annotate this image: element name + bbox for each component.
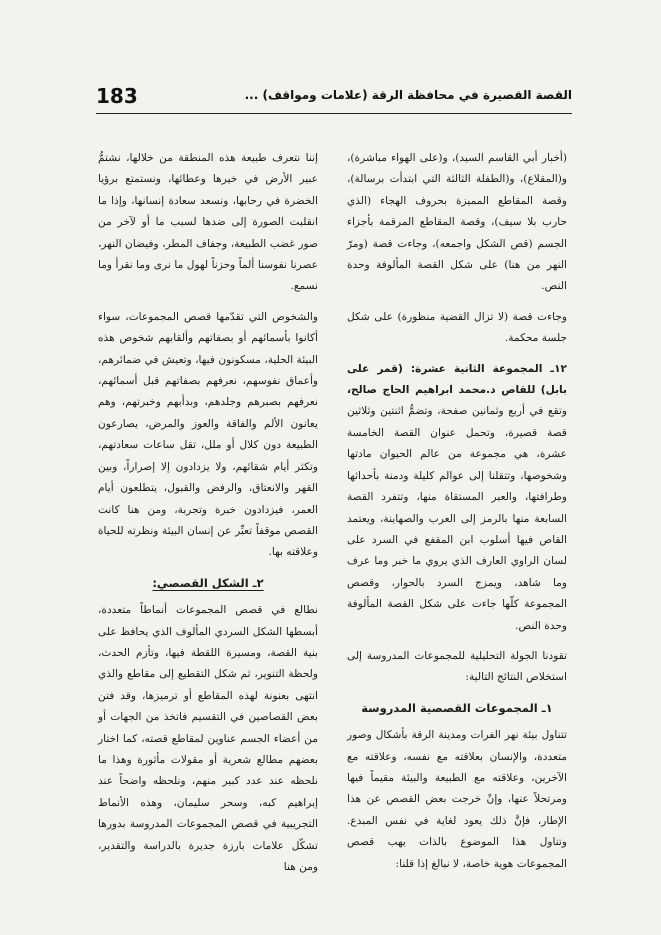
paragraph: (أخبار أبي القاسم السيد)، و(على الهواء مباشرة)، و(المقلاع)، و(الطفلة الثالثة التي ابتدأت برسالة)، وقصة المقاطع المميزة بحروف الهجاء (الذي حارب بلا سيف)، وقصة المقاطع المرقمة بأجزاء الجسم (قص الشكل واجمعه)، وجاءت قصة (ومرّ النهر من هنا) على شكل القصة المألوفة وحدة النص. <box>347 152 567 293</box>
section-heading-1: ١ـ المجموعات القصصية المدروسة <box>361 700 553 715</box>
section-heading-2: ٢ـ الشكل القصصي: <box>152 575 264 590</box>
right-column <box>347 148 567 884</box>
left-column <box>98 148 318 887</box>
running-title: القصة القصيرة في محافظة الرقة (علامات ومواقف) ... <box>244 88 572 102</box>
collection-12-heading: ١٢ـ المجموعة الثانية عشرة: (قمر على بابل) <box>347 362 567 397</box>
page-number: 183 <box>96 84 138 108</box>
paragraph: تتناول بيئة نهر الفرات ومدينة الرقة بأشكال وصور متعددة، والإنسان بعلاقته مع نفسه، وعلاقته مع الآخرين، وعلاقته مع الطبيعة والبيئة مقيماً فيها ومرتحلاً عنها، وإنْ خرجت بعض القصص عن هذا الإطار، فإنَّ ذلك يعود لغاية في نفس المبدع. وتناول هذا الموضوع بالذات يهب قصص المجموعات هوية خاصة، لا نبالغ إذا قلنا: <box>347 729 567 870</box>
paragraph-collection-12 <box>347 359 567 637</box>
paragraph: إننا نتعرف طبيعة هذه المنطقة من خلالها، نشتمُّ عبير الأرض في خيرها وعطائها، ونستمتع برؤيا الخضرة في رحابها، ونسعد سعادة إنسانها، وإذا ما انقلبت الصورة إلى ضدها لسبب ما أو لآخر من صور غضب الطبيعة، وجفاف المطر، وفيضان النهر، عصرنا نفوسنا ألماً وحزناً لهول ما نرى وما نقرأ وما نسمع. <box>98 152 318 293</box>
paragraph: نطالع في قصص المجموعات أنماطاً متعددة، أبسطها الشكل السردي المألوف الذي يحافظ على بنية القصة، ومسيرة اللقطة فيها، وتأزم الحدث، ولحظة التنوير، ثم شكل التقطيع إلى مقاطع والذي انتهى بعنونة لهذه المقاطع أو ترميزها، وقد فتن بعض القصاصين في التقسيم فاتخذ من الجهات أو من أعضاء الجسم عناوين لمقاطع قصته، كما اختار بعضهم مطالع شعرية أو مقولات مأثورة وهذا ما نلحظه عند عدد كبير منهم، ونلحظه واضحاً عند إبراهيم كبه، وسحر سليمان، وهذه الأنماط التجريبية في قصص المجموعات المدروسة بدورها تشكّل علامات بارزة جديرة بالدراسة والتقدير، ومن هنا <box>98 604 318 873</box>
collection-12-author: للقاص د.محمد ابراهيم الحاج صالح، <box>347 384 536 397</box>
paragraph: والشخوص التي تقدّمها قصص المجموعات، سواء أكانوا بأسمائهم أو بصفاتهم وألقابهم شخوص هذه البيئة الحلية، مسكونون فيها، وتعيش في ضمائرهم، وأعماق نفوسهم، نعرفهم بصفاتهم قبل أسمائهم، نعرفهم بصبرهم وجلدهم، وبدأبهم وخبرتهم، وهم يعانون الألم والفاقة والعوز والمرض، يصارعون الطبيعة دون كلال أو ملل، تقل ساعات سعادتهم، وتكثر أيام شقائهم، ولا يزدادون إلا إصراراً، وبين القهر والانعتاق، والرفض والقبول، يتطلعون أيام العمر، فيزدادون خبرة وتجربة، ومن هنا كانت القصص موقفاً تعبِّر عن إنسان البيئة ونظرته للحياة وعلاقته بها. <box>98 310 318 559</box>
page-header <box>96 84 572 114</box>
paragraph: تقودنا الجولة التحليلية للمجموعات المدروسة إلى استخلاص النتائج التالية: <box>347 649 567 684</box>
header-rule <box>96 113 572 114</box>
paragraph: وجاءت قصة (لا تزال القضية منظورة) على شكل جلسة محكمة. <box>347 310 567 345</box>
collection-12-text: وتقع في أربع وثمانين صفحة، وتضمُّ اثنتين وثلاثين قصة قصيرة، وتحمل عنوان القصة الخامسة عشرة، هي مجموعة من عالم الحيوان مادتها وشخوصها، وتتقلنا إلى عوالم كليلة ودمنة بأحداثها وطرافتها، والعبر المستقاة منها، وتتفرد القصة السابعة منها بالرمز إلى العرب والصهاينة، ويعتمد القاص فيها أسلوب ابن المقفع في السرد على لسان الراوي العارف الذي يروي ما خبر وما عرف وما شاهد، ويمزج السرد بالحوار، وقصص المجموعة كلّها جاءت على شكل القصة المألوفة وحدة النص. <box>347 405 567 632</box>
